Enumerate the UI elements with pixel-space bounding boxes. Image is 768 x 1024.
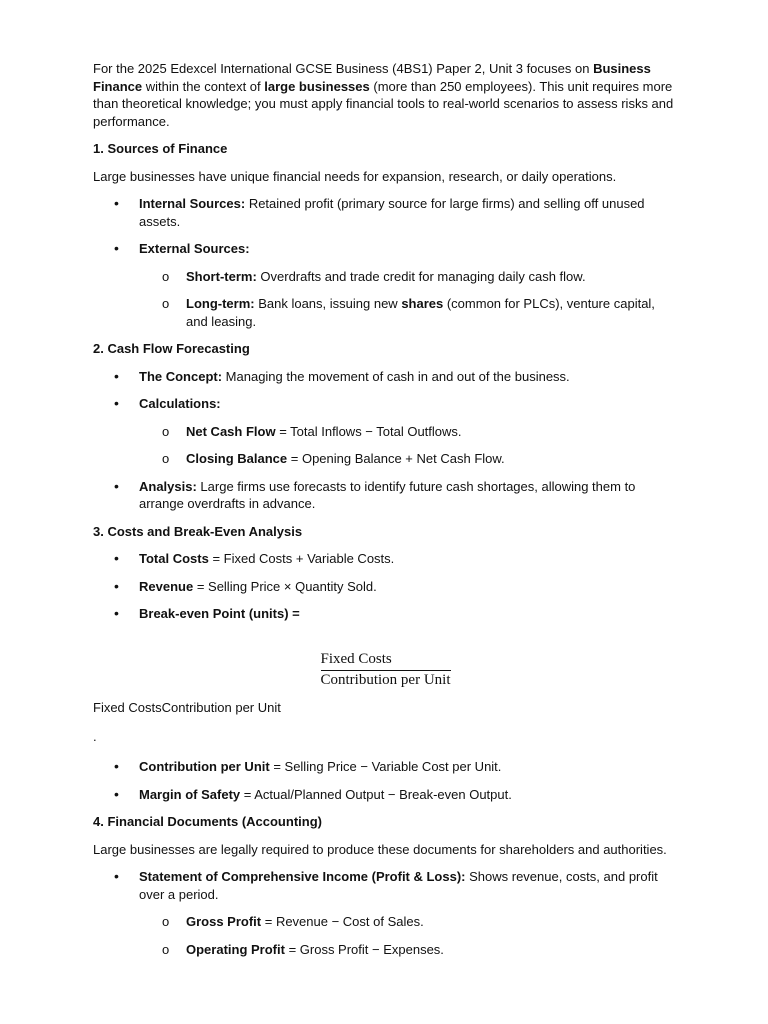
- section-paragraph: Large businesses are legally required to produce these documents for shareholders and authorities.: [93, 841, 667, 857]
- formula-plain-text: Fixed CostsContribution per Unit: [93, 699, 281, 715]
- list-item: • The Concept: Managing the movement of cash in and out of the business.: [93, 368, 678, 386]
- sub-list-item: o Short-term: Overdrafts and trade credit for managing daily cash flow.: [93, 268, 678, 286]
- intro-paragraph: For the 2025 Edexcel International GCSE Business (4BS1) Paper 2, Unit 3 focuses on Business Finance within the context of large businesses (more than 250 employees). This unit requires more than theoretical knowledge; you must apply financial tools to real-world scenarios to assess risks and performance.: [93, 61, 674, 129]
- list-item: • Total Costs = Fixed Costs + Variable Costs.: [93, 550, 678, 568]
- list-item: • Internal Sources: Retained profit (primary source for large firms) and selling off unused assets.: [93, 195, 678, 230]
- section-heading: 4. Financial Documents (Accounting): [93, 814, 322, 829]
- section-heading: 3. Costs and Break-Even Analysis: [93, 523, 303, 539]
- list-item: • Revenue = Selling Price × Quantity Sold.: [93, 578, 678, 596]
- sub-list-item: o Operating Profit = Gross Profit − Expenses.: [93, 941, 678, 959]
- formula-denominator: Contribution per Unit: [320, 671, 451, 688]
- sub-list-item: o Net Cash Flow = Total Inflows − Total Outflows.: [93, 423, 678, 441]
- list-item: • Statement of Comprehensive Income (Profit & Loss): Shows revenue, costs, and profit over a period.: [93, 868, 678, 903]
- bullet-list: [93, 195, 678, 330]
- section-paragraph: Large businesses have unique financial needs for expansion, research, or daily operations.: [93, 168, 617, 184]
- sub-list-item: o Closing Balance = Opening Balance + Net Cash Flow.: [93, 450, 678, 468]
- list-item: • Calculations:: [93, 395, 678, 413]
- document-body: [93, 60, 678, 968]
- list-item: • External Sources:: [93, 240, 678, 258]
- bullet-list: [93, 758, 678, 803]
- section-heading: 1. Sources of Finance: [93, 141, 228, 156]
- break-even-formula: [93, 650, 678, 690]
- formula-numerator: Fixed Costs: [321, 650, 451, 671]
- list-item: • Margin of Safety = Actual/Planned Output − Break-even Output.: [93, 786, 678, 804]
- bullet-list: [93, 368, 678, 513]
- bullet-list: [93, 868, 678, 958]
- sub-list-item: o Gross Profit = Revenue − Cost of Sales.: [93, 913, 678, 931]
- bullet-list: [93, 550, 678, 623]
- list-item: • Break-even Point (units) =: [93, 605, 678, 623]
- list-item: • Contribution per Unit = Selling Price − Variable Cost per Unit.: [93, 758, 678, 776]
- section-heading: 2. Cash Flow Forecasting: [93, 341, 250, 356]
- sub-list-item: o Long-term: Bank loans, issuing new shares (common for PLCs), venture capital, and leasing.: [93, 295, 678, 330]
- list-item: • Analysis: Large firms use forecasts to identify future cash shortages, allowing them to arrange overdrafts in advance.: [93, 478, 678, 513]
- formula-trailing-dot: .: [93, 729, 97, 744]
